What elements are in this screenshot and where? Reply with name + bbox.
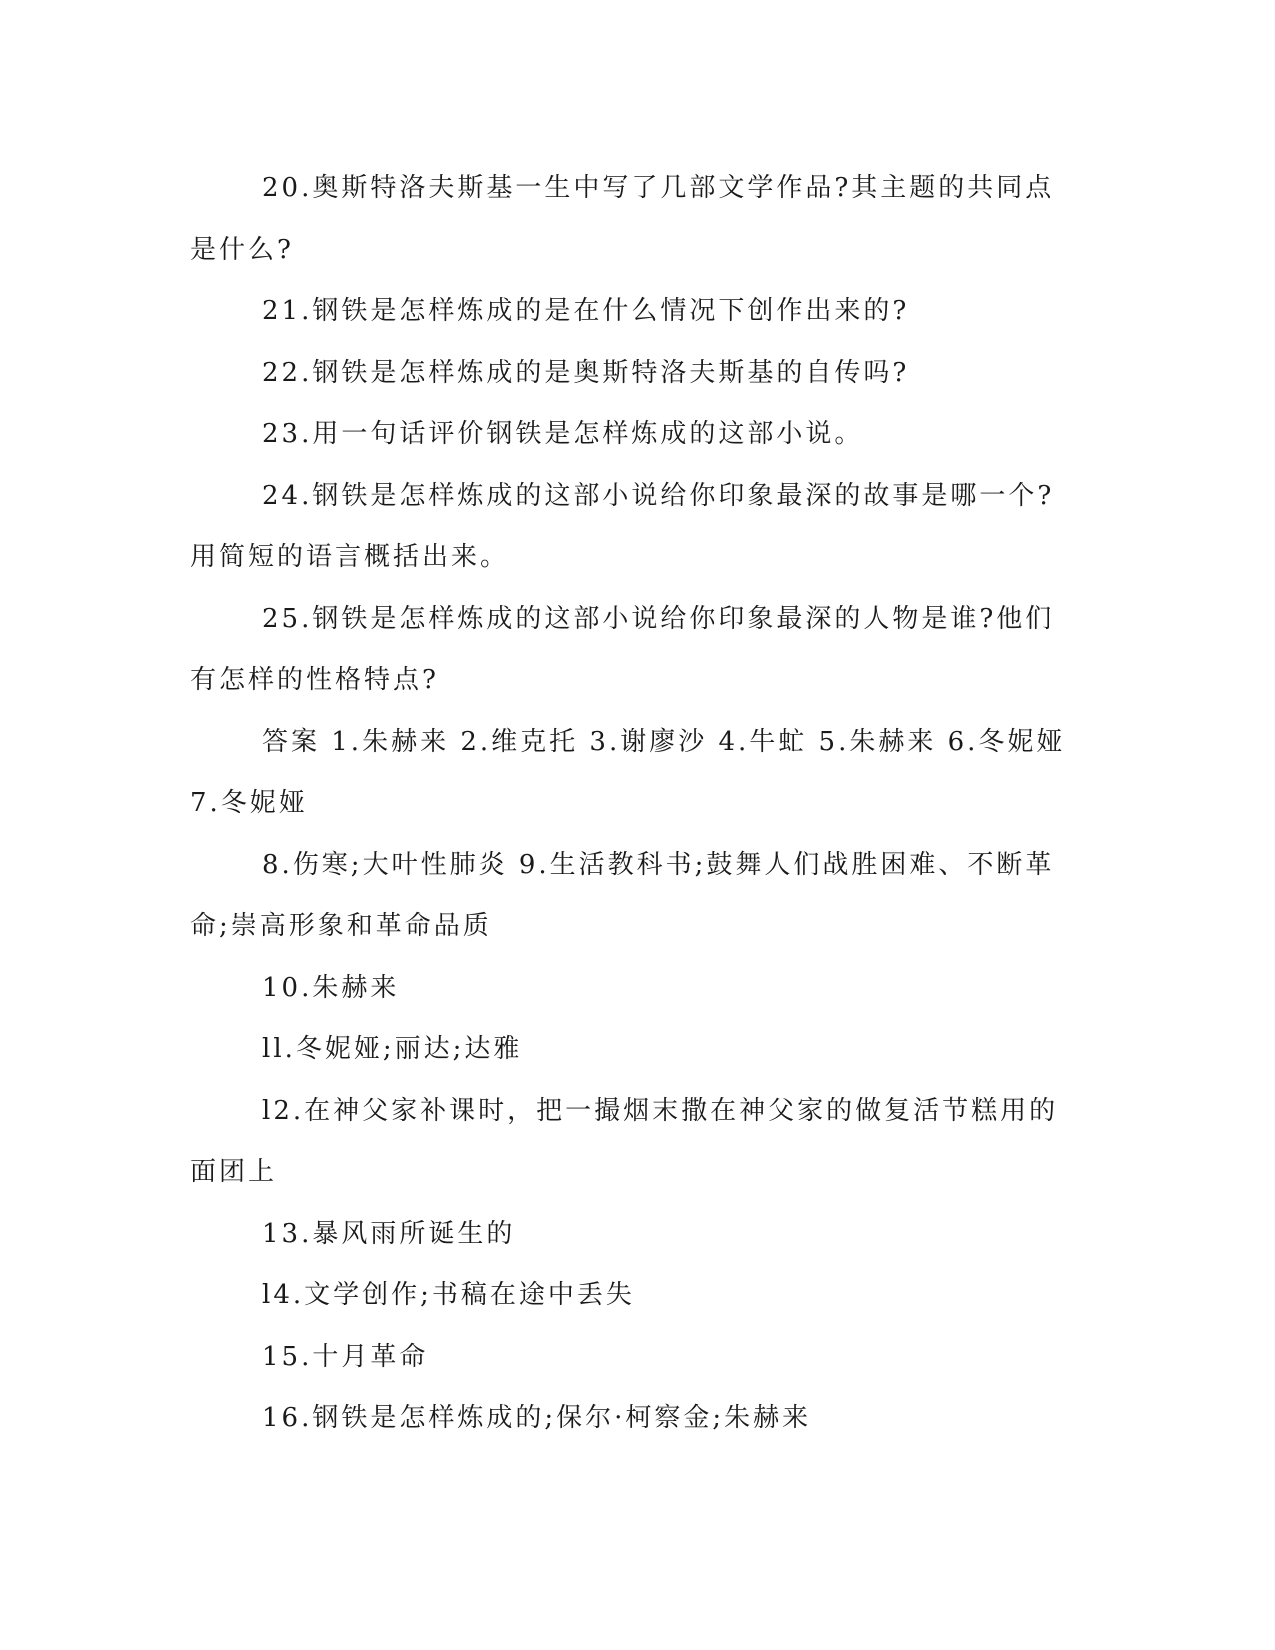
paragraph-q22: 22.钢铁是怎样炼成的是奥斯特洛夫斯基的自传吗? bbox=[262, 357, 910, 388]
paragraph-q21: 21.钢铁是怎样炼成的是在什么情况下创作出来的? bbox=[262, 296, 910, 326]
paragraph-q23: 23.用一句话评价钢铁是怎样炼成的这部小说。 bbox=[262, 419, 864, 449]
paragraph-q24: 24.钢铁是怎样炼成的这部小说给你印象最深的故事是哪一个?用简短的语言概括出来。 bbox=[190, 480, 1055, 572]
paragraph-answer-16: 16.钢铁是怎样炼成的;保尔·柯察金;朱赫来 bbox=[262, 1403, 812, 1433]
paragraph-answers-8-9: 8.伤寒;大叶性肺炎 9.生活教科书;鼓舞人们战胜困难、不断革命;崇高形象和革命品质 bbox=[190, 849, 1055, 941]
paragraph-answer-15: 15.十月革命 bbox=[262, 1341, 429, 1372]
paragraph-answer-13: 13.暴风雨所诞生的 bbox=[262, 1218, 516, 1249]
paragraph-q20: 20.奥斯特洛夫斯基一生中写了几部文学作品?其主题的共同点是什么? bbox=[190, 173, 1055, 265]
paragraph-answer-12: l2.在神父家补课时，把一撮烟末撒在神父家的做复活节糕用的面团上 bbox=[190, 1095, 1059, 1187]
paragraph-answer-14: l4.文学创作;书稿在途中丢失 bbox=[262, 1280, 635, 1310]
paragraph-q25: 25.钢铁是怎样炼成的这部小说给你印象最深的人物是谁?他们有怎样的性格特点? bbox=[190, 603, 1055, 695]
paragraph-answer-10: 10.朱赫来 bbox=[262, 972, 400, 1003]
paragraph-answer-11: ll.冬妮娅;丽达;达雅 bbox=[262, 1034, 523, 1064]
document-body bbox=[190, 158, 1080, 1450]
paragraph-answers-1-7: 答案 1.朱赫来 2.维克托 3.谢廖沙 4.牛虻 5.朱赫来 6.冬妮娅 7.冬妮娅 bbox=[190, 726, 1077, 818]
